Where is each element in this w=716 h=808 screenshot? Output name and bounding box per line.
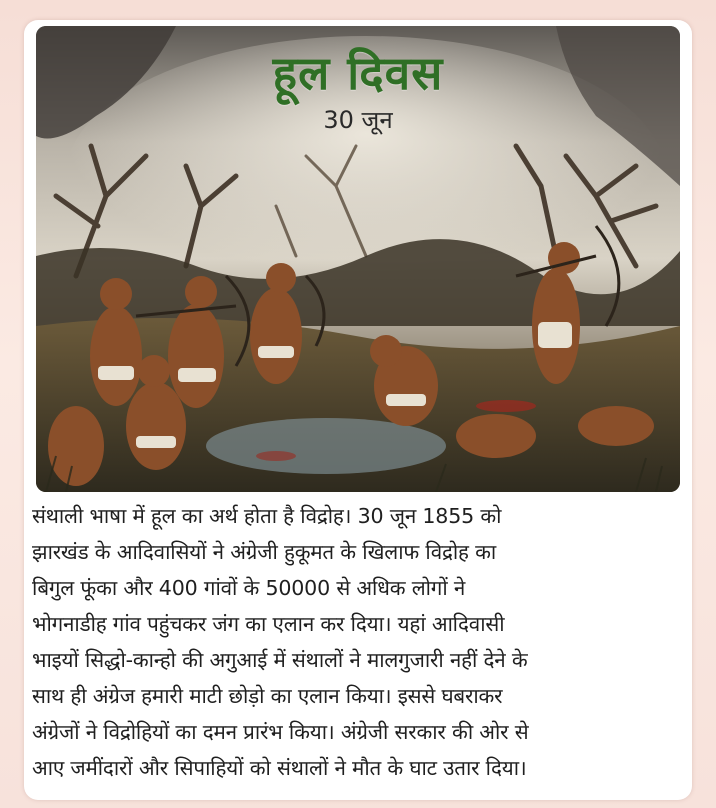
poster-card (24, 20, 692, 800)
body-line: साथ ही अंग्रेज हमारी माटी छोड़ो का एलान किया। इससे घबराकर (32, 684, 503, 708)
body-line: आए जमींदारों और सिपाहियों को संथालों ने मौत के घाट उतार दिया। (32, 756, 527, 780)
body-paragraph (32, 498, 682, 786)
body-line: झारखंड के आदिवासियों ने अंग्रेजी हुकूमत के खिलाफ विद्रोह का (32, 540, 497, 564)
poster-title: हूल दिवस (272, 46, 444, 100)
body-line: भाइयों सिद्धो-कान्हो की अगुआई में संथालों ने मालगुजारी नहीं देने के (32, 648, 528, 672)
poster-date: 30 जून (323, 106, 393, 134)
body-line: भोगनाडीह गांव पहुंचकर जंग का एलान कर दिया। यहां आदिवासी (32, 612, 505, 636)
body-line: अंग्रेजों ने विद्रोहियों का दमन प्रारंभ किया। अंग्रेजी सरकार की ओर से (32, 720, 529, 744)
hul-painting (36, 26, 680, 492)
body-line: संथाली भाषा में हूल का अर्थ होता है विद्रोह। 30 जून 1855 को (32, 504, 502, 528)
body-line: बिगुल फूंका और 400 गांवों के 50000 से अधिक लोगों ने (32, 576, 466, 600)
